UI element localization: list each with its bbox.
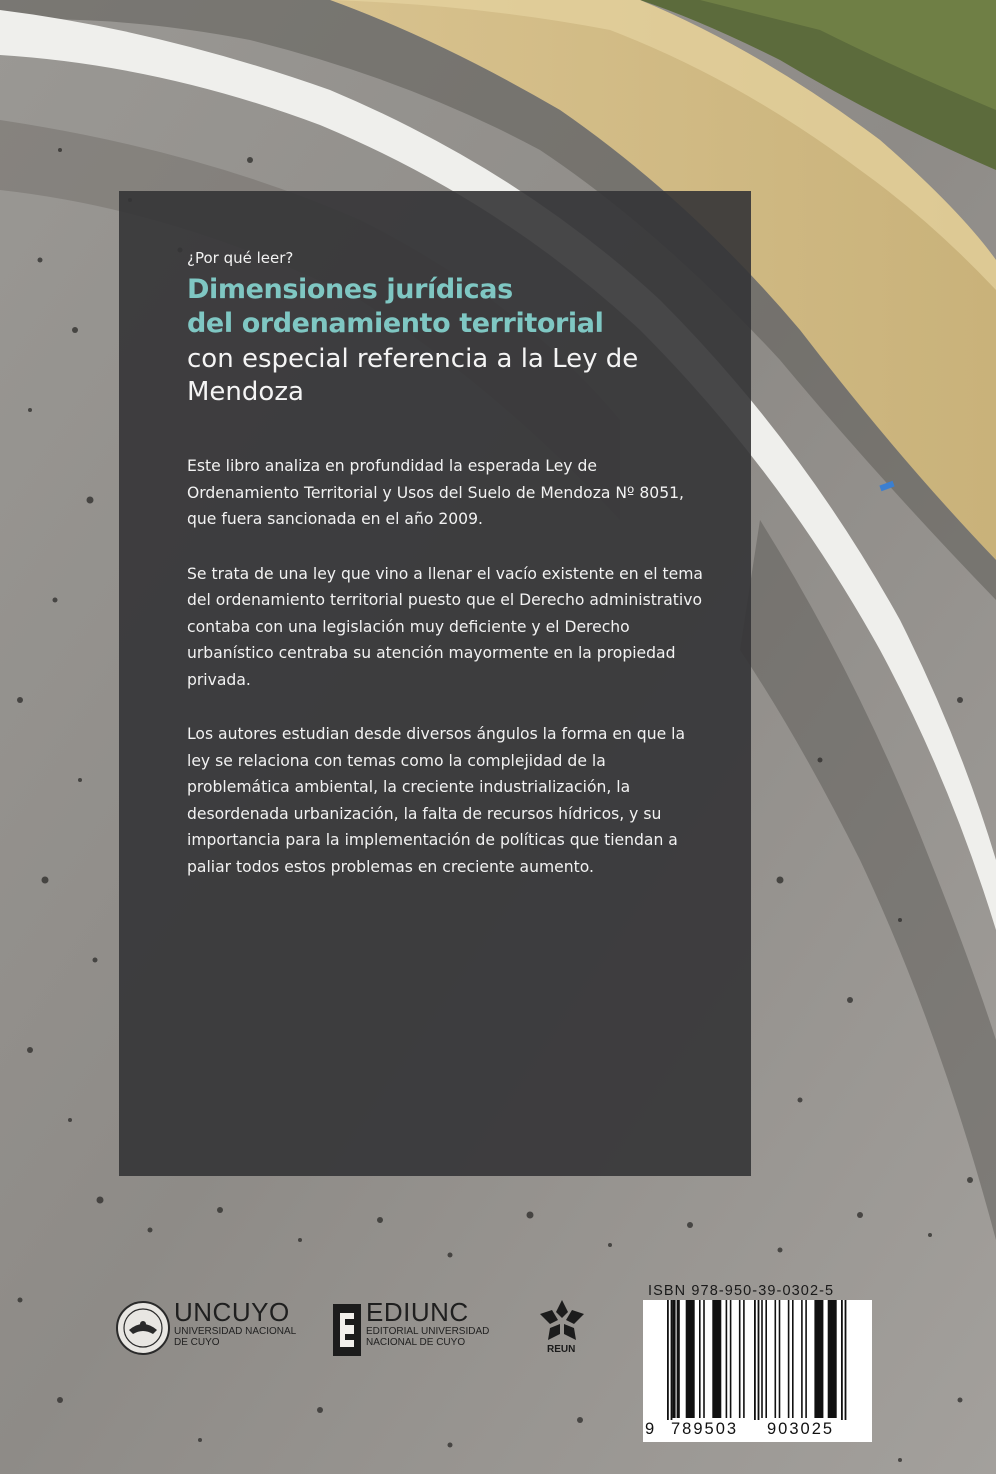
- ediunc-logo-name: EDIUNC: [366, 1297, 469, 1327]
- barcode-digit-first: 9: [645, 1420, 657, 1438]
- book-title: [187, 273, 707, 341]
- why-read-kicker: ¿Por qué leer?: [187, 249, 294, 267]
- ediunc-logo-subtitle: EDITORIAL UNIVERSIDAD NACIONAL DE CUYO: [366, 1326, 490, 1348]
- book-title-line-2: del ordenamiento territorial: [187, 308, 604, 339]
- ediunc-e-icon: [333, 1304, 361, 1356]
- panel-content: [187, 249, 707, 880]
- barcode: [643, 1300, 872, 1442]
- book-subtitle: con especial referencia a la Ley de Mendoza: [187, 344, 639, 407]
- back-cover-text-panel: [119, 191, 751, 1176]
- description-paragraph-2: Se trata de una ley que vino a llenar el vacío existente en el tema del ordenamiento territorial puesto que el Derecho administrativo contaba con una legislación muy deficiente y el Derecho urbanístico centraba su atención mayormente en la propiedad privada.: [187, 564, 703, 689]
- uncuyo-logo-subtitle: UNIVERSIDAD NACIONAL DE CUYO: [174, 1326, 296, 1348]
- uncuyo-seal-icon: [115, 1300, 171, 1356]
- isbn-text: ISBN 978-950-39-0302-5: [648, 1283, 835, 1299]
- barcode-bars: [653, 1300, 865, 1420]
- barcode-digits-left: 789503: [671, 1420, 739, 1438]
- reun-logo-label: REUN: [547, 1344, 576, 1355]
- barcode-digits-right: 903025: [767, 1420, 835, 1438]
- description-paragraph-1: Este libro analiza en profundidad la esperada Ley de Ordenamiento Territorial y Usos del Suelo de Mendoza Nº 8051, que fuera sancionada en el año 2009.: [187, 457, 685, 528]
- uncuyo-logo-name: UNCUYO: [174, 1297, 290, 1327]
- book-title-line-1: Dimensiones jurídicas: [187, 274, 513, 305]
- description-paragraph-3: Los autores estudian desde diversos ángulos la forma en que la ley se relaciona con temas como la complejidad de la problemática ambiental, la creciente industrialización, la desordenada urbanización, la falta de recursos hídricos, y su importancia para la implementación de políticas que tiendan a paliar todos estos problemas en creciente aumento.: [187, 725, 686, 876]
- reun-star-icon: [538, 1298, 586, 1344]
